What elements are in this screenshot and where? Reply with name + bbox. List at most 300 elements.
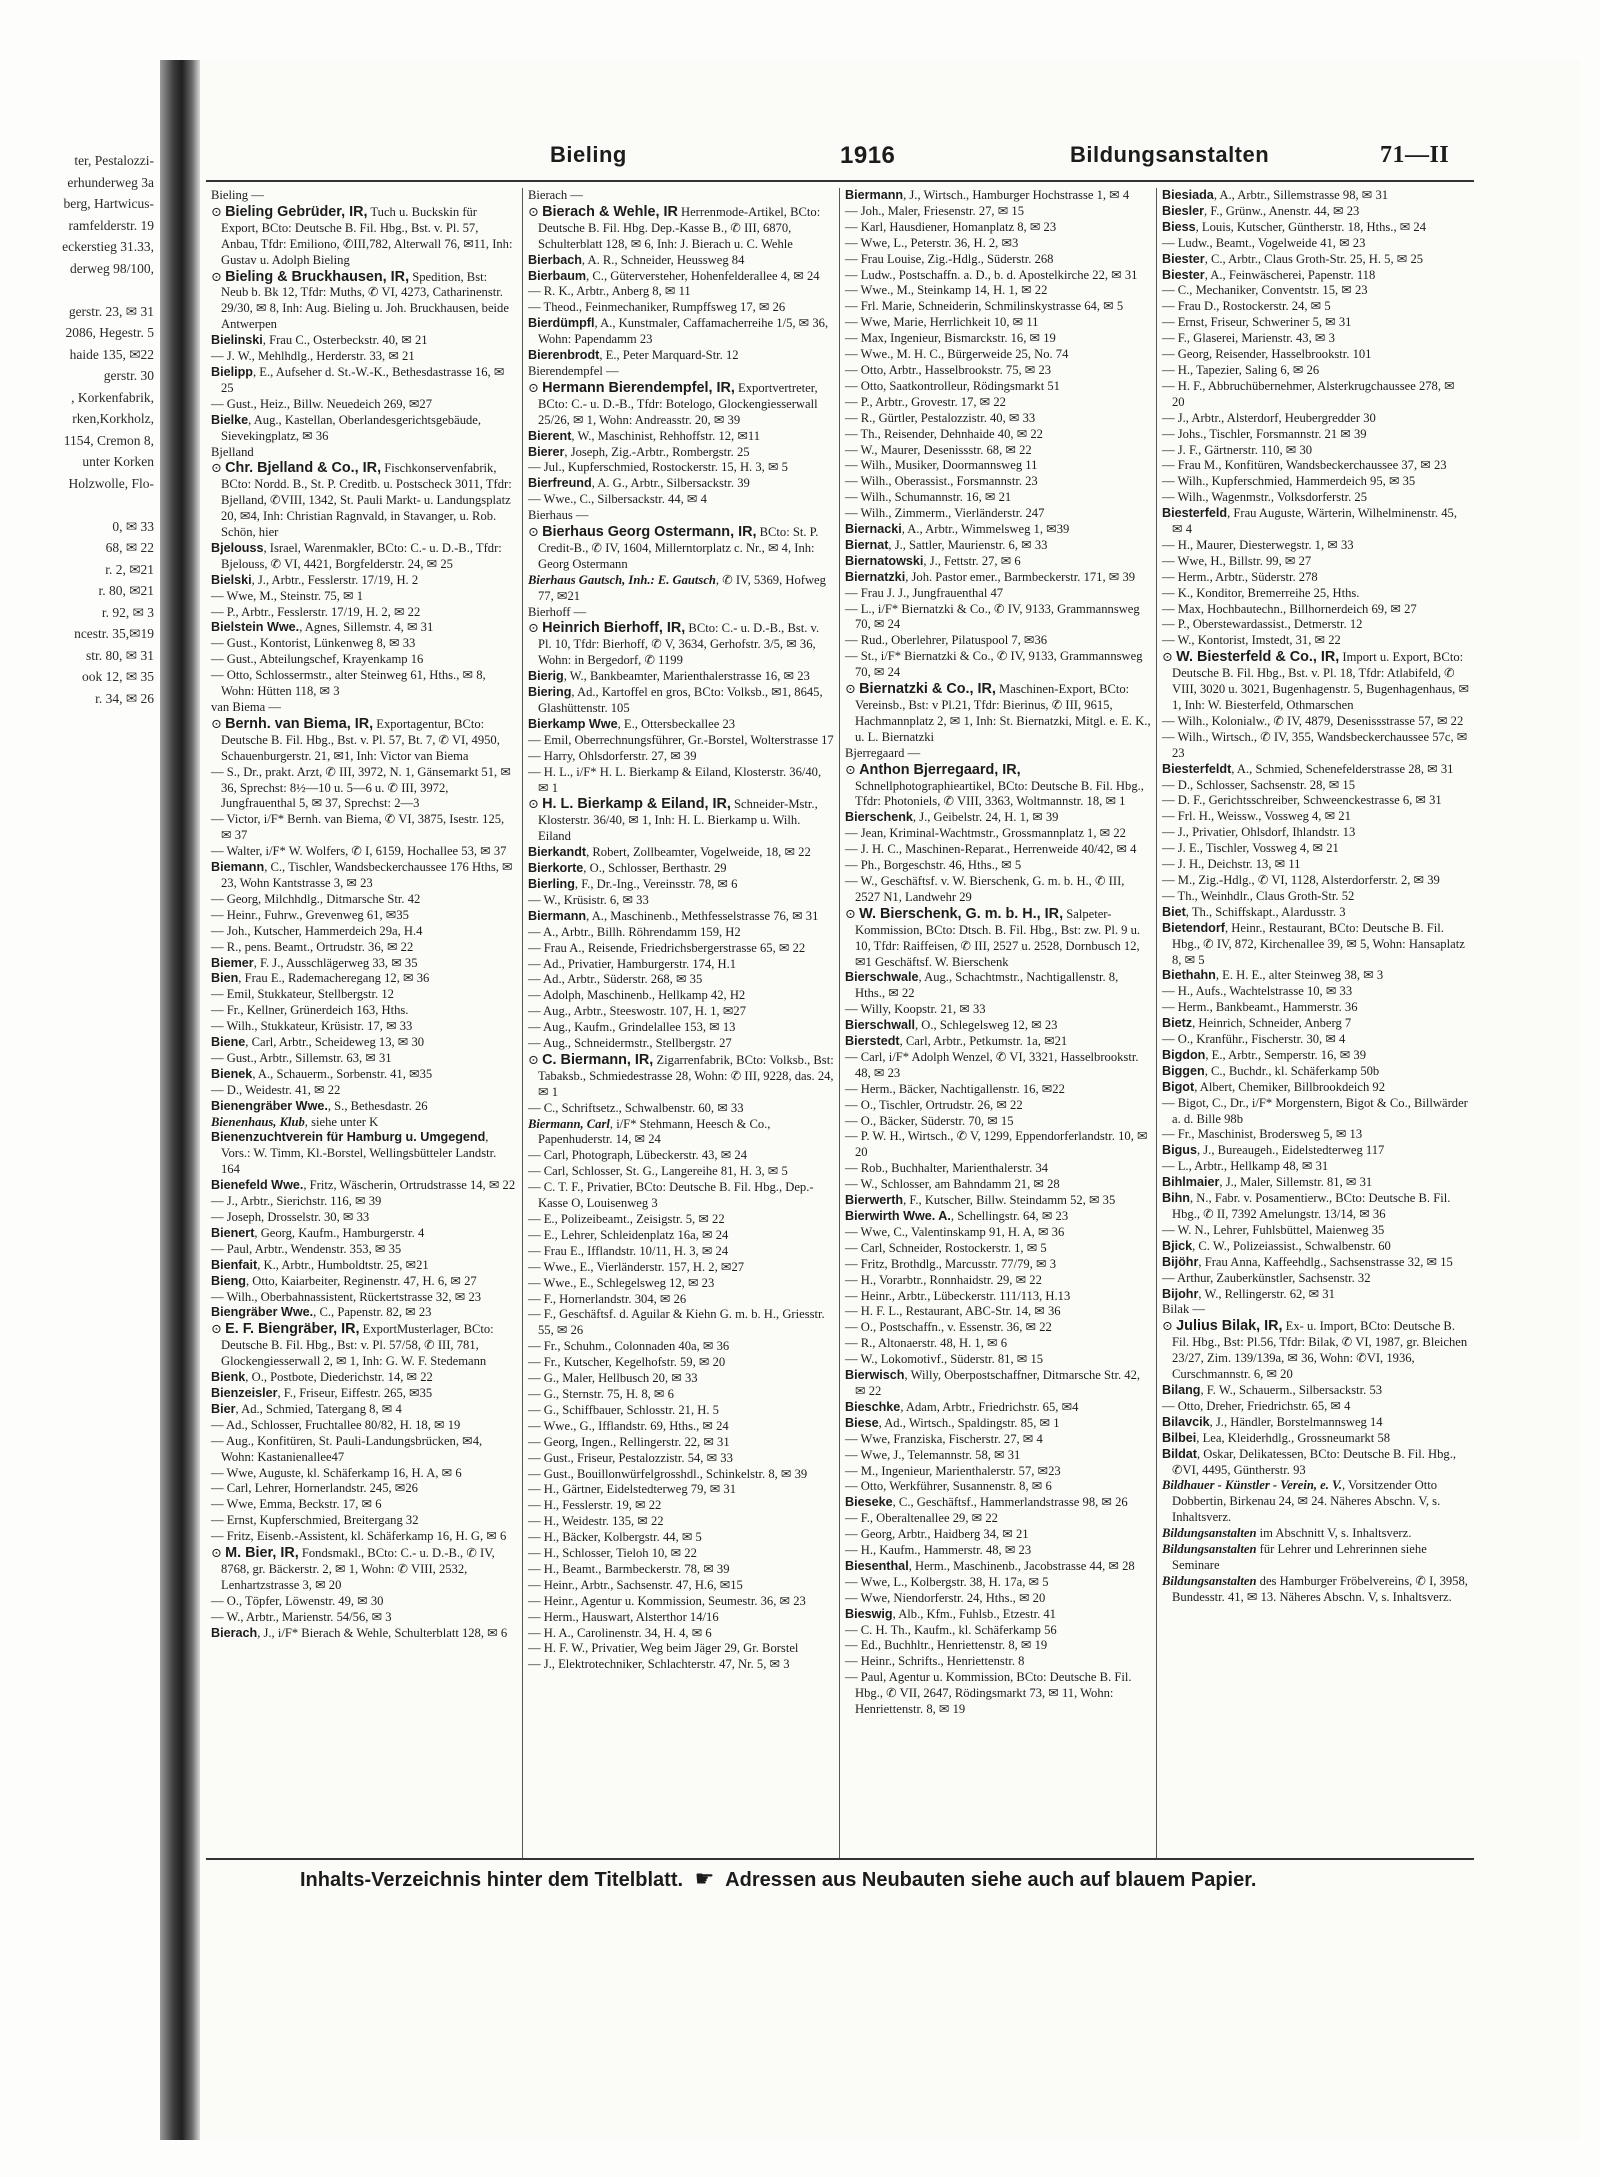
directory-entry: — Wilh., Kupferschmied, Hammerdeich 95, ✉ 35: [1162, 474, 1416, 489]
footer-index-note: Inhalts-Verzeichnis hinter dem Titelblatt.: [300, 1869, 684, 1891]
directory-entry: Bilavcik, J., Händler, Borstelmannsweg 14: [1162, 1414, 1383, 1429]
directory-entry: — W., Krüsistr. 6, ✉ 33: [528, 892, 649, 907]
directory-entry: — H., Fesslerstr. 19, ✉ 22: [528, 1498, 662, 1513]
directory-entry: — C. H. Th., Kaufm., kl. Schäferkamp 56: [845, 1622, 1057, 1637]
directory-entry: Bierhaus Gautsch, Inh.: E. Gautsch, ✆ IV, 5369, Hofweg 77, ✉21: [528, 572, 826, 603]
directory-entry: Bjelland: [211, 444, 254, 459]
directory-entry: Biernacki, A., Arbtr., Wimmelsweg 1, ✉39: [845, 522, 1070, 537]
directory-entry: — J., Arbtr., Alsterdorf, Heubergredder 30: [1162, 410, 1376, 425]
directory-entry: Biengräber Wwe., C., Papenstr. 82, ✉ 23: [211, 1305, 432, 1320]
directory-entry: Bierig, W., Bankbeamter, Marienthalerstrasse 16, ✉ 23: [528, 669, 810, 684]
directory-entry: Bihn, N., Fabr. v. Posamentierw., BCto: Deutsche B. Fil. Hbg., ✆ II, 7392 Amelungstr. 13/14, ✉ 36: [1162, 1191, 1451, 1221]
directory-entry: — Wwe, Franziska, Fischerstr. 27, ✉ 4: [845, 1431, 1043, 1446]
directory-entry: Bieschke, Adam, Arbtr., Friedrichstr. 65, ✉4: [845, 1399, 1079, 1414]
directory-entry: Biemer, F. J., Ausschlägerweg 33, ✉ 35: [211, 955, 418, 970]
directory-entry: — J. W., Mehlhdlg., Herderstr. 33, ✉ 21: [211, 349, 415, 364]
directory-entry: Biermann, J., Wirtsch., Hamburger Hochstrasse 1, ✉ 4: [845, 188, 1130, 202]
left-page-line: [0, 279, 154, 301]
directory-entry: — Wilh., Wagenmstr., Volksdorferstr. 25: [1162, 490, 1367, 505]
directory-entry: — P., Arbtr., Grovestr. 17, ✉ 22: [845, 394, 1006, 409]
directory-entry: Bierkamp Wwe, E., Ottersbeckallee 23: [528, 716, 736, 731]
left-page-line: haide 135, ✉22: [69, 346, 154, 362]
directory-entry: — Wilh., Wirtsch., ✆ IV, 355, Wandsbeckerchaussee 57c, ✉ 23: [1162, 729, 1468, 760]
directory-entry: Bierschwale, Aug., Schachtmstr., Nachtigallenstr. 8, Hths., ✉ 22: [845, 970, 1119, 1001]
directory-entry: — Johs., Tischler, Forsmannstr. 21 ✉ 39: [1162, 426, 1367, 441]
directory-entry: — H., Kaufm., Hammerstr. 48, ✉ 23: [845, 1543, 1032, 1558]
directory-entry: — R. K., Arbtr., Anberg 8, ✉ 11: [528, 284, 691, 299]
directory-entry: — H. A., Carolinenstr. 34, H. 4, ✉ 6: [528, 1625, 712, 1640]
directory-entry: Biemann, C., Tischler, Wandsbeckerchaussee 176 Hths, ✉ 23, Wohn Kantstrasse 3, ✉ 23: [211, 860, 513, 890]
directory-entry: — S., Dr., prakt. Arzt, ✆ III, 3972, N. 1, Gänsemarkt 51, ✉ 36, Sprechst: 8½—10 u. 5—6 u. ✆ III, 3972, Jungfrauenthal 5, ✉ 37, Sprechst: 2—3: [211, 764, 511, 811]
directory-entry: — Carl, Schlosser, St. G., Langereihe 81, H. 3, ✉ 5: [528, 1164, 788, 1179]
directory-entry: — Gust., Heiz., Billw. Neuedeich 269, ✉27: [211, 396, 432, 411]
directory-entry: — Jul., Kupferschmied, Rostockerstr. 15, H. 3, ✉ 5: [528, 460, 788, 475]
directory-entry: — Gust., Arbtr., Sillemstr. 63, ✉ 31: [211, 1050, 392, 1065]
directory-entry: — Wwe, J., Telemannstr. 58, ✉ 31: [845, 1447, 1021, 1462]
directory-entry: — Frau M., Konfitüren, Wandsbeckerchaussee 37, ✉ 23: [1162, 458, 1447, 473]
directory-entry: — Wwe., G., Ifflandstr. 69, Hths., ✉ 24: [528, 1418, 729, 1433]
directory-entry: — H. F. W., Privatier, Weg beim Jäger 29, Gr. Borstel: [528, 1641, 799, 1656]
directory-entry: — W., Lokomotivf., Süderstr. 81, ✉ 15: [845, 1352, 1044, 1367]
directory-entry: Biese, Ad., Wirtsch., Spaldingstr. 85, ✉ 1: [845, 1415, 1060, 1430]
directory-entry: — O., Töpfer, Löwenstr. 49, ✉ 30: [211, 1593, 384, 1608]
directory-entry: — H., Aufs., Wachtelstrasse 10, ✉ 33: [1162, 984, 1353, 999]
directory-entry: — Herm., Arbtr., Süderstr. 278: [1162, 569, 1318, 584]
directory-entry: — Carl, i/F* Adolph Wenzel, ✆ VI, 3321, Hasselbrookstr. 48, ✉ 23: [845, 1049, 1139, 1080]
directory-entry: Bietz, Heinrich, Schneider, Anberg 7: [1162, 1016, 1352, 1031]
directory-entry: — D., Schlosser, Sachsenstr. 28, ✉ 15: [1162, 777, 1355, 792]
directory-entry: — Wilh., Oberbahnassistent, Rückertstrasse 32, ✉ 23: [211, 1289, 482, 1304]
directory-entry: — Wwe, H., Billstr. 99, ✉ 27: [1162, 553, 1312, 568]
directory-entry: Bietendorf, Heinr., Restaurant, BCto: Deutsche B. Fil. Hbg., ✆ IV, 872, Kirchenallee 39, ✉ 5, Wohn: Hansaplatz 8, ✉ 5: [1162, 920, 1465, 967]
firm-entry: ⊙ W. Bierschenk, G. m. b. H., IR, Salpeter-Kommission, BCto: Dtsch. B. Fil. Hbg., Bst: zw. Pl. 9 u. 10, Tfdr: Raiffeisen, ✆ III, 2527 u. 2528, Dornbusch 12, ✉1 Geschäftsf. W. Bierschenk: [845, 905, 1141, 969]
directory-entry: Bildat, Oskar, Delikatessen, BCto: Deutsche B. Fil. Hbg., ✆VI, 4495, Güntherstr. 93: [1162, 1446, 1457, 1477]
directory-entry: Bilbei, Lea, Kleiderhdlg., Grossneumarkt 58: [1162, 1430, 1391, 1445]
directory-entry: — Frau A., Reisende, Friedrichsbergerstrasse 65, ✉ 22: [528, 940, 806, 955]
directory-entry: — Wilh., Stukkateur, Krüsistr. 17, ✉ 33: [211, 1019, 413, 1034]
directory-entry: — Carl, Lehrer, Hornerlandstr. 245, ✉26: [211, 1481, 418, 1496]
left-page-line: gerstr. 23, ✉ 31: [68, 303, 154, 319]
directory-entry: — R., Altonaerstr. 48, H. 1, ✉ 6: [845, 1336, 1008, 1351]
firm-entry: ⊙ Bernh. van Biema, IR, Exportagentur, BCto: Deutsche B. Fil. Hbg., Bst. v. Pl. 57, Bt. 7, ✆ VI, 4950, Schauenburgerstr. 21, ✉1, Inh: Victor van Biema: [211, 715, 500, 763]
directory-entry: Biene, Carl, Arbtr., Scheideweg 13, ✉ 30: [211, 1035, 425, 1050]
directory-entry: — W., Kontorist, Imstedt, 31, ✉ 22: [1162, 633, 1341, 648]
directory-entry: Bielinski, Frau C., Osterbeckstr. 40, ✉ 21: [211, 333, 428, 348]
directory-entry: — J., Arbtr., Sierichstr. 116, ✉ 39: [211, 1194, 382, 1209]
directory-entry: Bildungsanstalten für Lehrer und Lehrerinnen siehe Seminare: [1162, 1542, 1427, 1572]
directory-entry: — Theod., Feinmechaniker, Rumpffsweg 17, ✉ 26: [528, 300, 786, 315]
directory-entry: — E., Lehrer, Schleidenplatz 16a, ✉ 24: [528, 1227, 729, 1242]
directory-entry: Bierwisch, Willy, Oberpostschaffner, Ditmarsche Str. 42, ✉ 22: [845, 1368, 1141, 1398]
directory-entry: — Gust., Friseur, Pestalozzistr. 54, ✉ 33: [528, 1450, 733, 1465]
directory-entry: — Arthur, Zauberkünstler, Sachsenstr. 32: [1162, 1270, 1371, 1285]
directory-entry: — W., Maurer, Desenissstr. 68, ✉ 22: [845, 442, 1032, 457]
directory-entry: — Karl, Hausdiener, Homanplatz 8, ✉ 23: [845, 219, 1057, 234]
directory-entry: Bien, Frau E., Rademacheregang 12, ✉ 36: [211, 971, 430, 986]
directory-entry: — Joh., Maler, Friesenstr. 27, ✉ 15: [845, 203, 1024, 218]
directory-entry: Bienert, Georg, Kaufm., Hamburgerstr. 4: [211, 1225, 425, 1240]
directory-entry: — Heinr., Arbtr., Lübeckerstr. 111/113, H.13: [845, 1288, 1071, 1303]
directory-entry: — G., Schiffbauer, Schlosstr. 21, H. 5: [528, 1402, 719, 1417]
directory-entry: — K., Konditor, Bremerreihe 25, Hths.: [1162, 585, 1360, 600]
adjacent-page-fragment: [0, 150, 160, 2050]
directory-entry: — Wwe, Marie, Herrlichkeit 10, ✉ 11: [845, 315, 1039, 330]
directory-entry: Bienk, O., Postbote, Diederichstr. 14, ✉ 22: [211, 1370, 433, 1385]
directory-entry: — J. F., Gärtnerstr. 110, ✉ 30: [1162, 442, 1313, 457]
directory-entry: — Adolph, Maschinenb., Hellkamp 42, H2: [528, 988, 746, 1003]
directory-entry: — R., pens. Beamt., Ortrudstr. 36, ✉ 22: [211, 939, 414, 954]
directory-entry: — Wwe, Niendorferstr. 24, Hths., ✉ 20: [845, 1590, 1046, 1605]
directory-entry: — Georg, Milchhdlg., Ditmarsche Str. 42: [211, 891, 421, 906]
directory-entry: — Herm., Bäcker, Nachtigallenstr. 16, ✉22: [845, 1081, 1065, 1096]
directory-entry: — Aug., Kaufm., Grindelallee 153, ✉ 13: [528, 1020, 736, 1035]
directory-entry: — Fritz, Brothdlg., Marcusstr. 77/79, ✉ 3: [845, 1256, 1056, 1271]
left-page-line: rken,Korkholz,: [72, 411, 154, 426]
directory-entry: Biester, A., Feinwäscherei, Papenstr. 118: [1162, 267, 1376, 282]
directory-entry: Biernatzki, Joh. Pastor emer., Barmbeckerstr. 171, ✉ 39: [845, 569, 1136, 584]
directory-entry: Bijohr, W., Rellingerstr. 62, ✉ 31: [1162, 1286, 1335, 1301]
left-page-line: 1154, Cremon 8,: [63, 432, 154, 448]
directory-entry: — St., i/F* Biernatzki & Co., ✆ IV, 9133, Grammannsweg 70, ✉ 24: [845, 649, 1143, 680]
directory-entry: — H., Gärtner, Eidelstedterweg 79, ✉ 31: [528, 1482, 736, 1497]
directory-entry: — Frl. H., Weissw., Vossweg 4, ✉ 21: [1162, 809, 1351, 824]
directory-entry: — Wwe., E., Vierländerstr. 157, H. 2, ✉27: [528, 1259, 745, 1274]
directory-entry: — J. E., Tischler, Vossweg 4, ✉ 21: [1162, 841, 1339, 856]
directory-entry: van Biema —: [211, 700, 281, 714]
directory-entry: — Georg, Ingen., Rellingerstr. 22, ✉ 31: [528, 1434, 730, 1449]
directory-entry: — Wwe., E., Schlegelsweg 12, ✉ 23: [528, 1275, 715, 1290]
directory-entry: — Heinr., Agentur u. Kommission, Seumestr. 36, ✉ 23: [528, 1593, 806, 1608]
left-page-line: ter, Pestalozzi-: [74, 153, 154, 168]
directory-entry: Bijöhr, Frau Anna, Kaffeehdlg., Sachsenstrasse 32, ✉ 15: [1162, 1254, 1453, 1269]
directory-entry: — Victor, i/F* Bernh. van Biema, ✆ VI, 3875, Isestr. 125, ✉ 37: [211, 812, 505, 843]
directory-entry: — P., Oberstewardassist., Detmerstr. 12: [1162, 617, 1363, 632]
directory-entry: — Heinr., Schrifts., Henriettenstr. 8: [845, 1654, 1025, 1669]
directory-entry: — J. H., Deichstr. 13, ✉ 11: [1162, 857, 1301, 872]
directory-columns: [206, 188, 1474, 1858]
left-page-line: 0, ✉ 33: [112, 518, 154, 534]
left-page-line: str. 80, ✉ 31: [86, 647, 154, 663]
firm-entry: ⊙ M. Bier, IR, Fondsmakl., BCto: C.- u. D.-B., ✆ IV, 8768, gr. Bäckerstr. 2, ✉ 1, Wohn: ✆ VIII, 2532, Lenhartzstrasse 3, ✉ 20: [211, 1545, 495, 1592]
directory-entry: — Wwe, Auguste, kl. Schäferkamp 16, H. A, ✉ 6: [211, 1465, 462, 1480]
directory-entry: — Ed., Buchhltr., Henriettenstr. 8, ✉ 19: [845, 1638, 1048, 1653]
directory-entry: — Georg, Arbtr., Haidberg 34, ✉ 21: [845, 1527, 1029, 1542]
directory-entry: — Wwe., M., Steinkamp 14, H. 1, ✉ 22: [845, 283, 1048, 298]
directory-entry: — Ludw., Beamt., Vogelweide 41, ✉ 23: [1162, 235, 1366, 250]
directory-entry: — J., Elektrotechniker, Schlachterstr. 47, Nr. 5, ✉ 3: [528, 1657, 790, 1672]
left-page-line: erhunderweg 3a: [67, 174, 154, 190]
directory-entry: — Herm., Hauswart, Alsterthor 14/16: [528, 1609, 719, 1624]
directory-entry: Bierwerth, F., Kutscher, Billw. Steindamm 52, ✉ 35: [845, 1193, 1116, 1208]
directory-entry: — Emil, Oberrechnungsführer, Gr.-Borstel, Wolterstrasse 17: [528, 732, 834, 747]
directory-entry: Biesenthal, Herm., Maschinenb., Jacobstrasse 44, ✉ 28: [845, 1558, 1135, 1573]
directory-entry: — Wwe., C., Silbersackstr. 44, ✉ 4: [528, 492, 707, 507]
directory-entry: — Fr., Schuhm., Colonnaden 40a, ✉ 36: [528, 1339, 730, 1354]
directory-entry: Bierach —: [528, 188, 583, 202]
directory-entry: — L., Arbtr., Hellkamp 48, ✉ 31: [1162, 1159, 1329, 1174]
directory-entry: Bierschwall, O., Schlegelsweg 12, ✉ 23: [845, 1018, 1058, 1033]
directory-entry: Biester, C., Arbtr., Claus Groth-Str. 25, H. 5, ✉ 25: [1162, 251, 1424, 266]
firm-entry: ⊙ Julius Bilak, IR, Ex- u. Import, BCto: Deutsche B. Fil. Hbg., Bst: Pl.56, Tfdr: Bilak, ✆ VI, 1987, gr. Bleichen 23/27, Zim. 139/139a, ✉ 36, Wohn: ✆VI, 1936, Curschmannstr. 6, ✉ 20: [1162, 1318, 1468, 1382]
directory-entry: — Gust., Abteilungschef, Krayenkamp 16: [211, 652, 424, 667]
pointing-hand-icon: ☛: [694, 1866, 715, 1891]
directory-entry: Biess, Louis, Kutscher, Güntherstr. 18, Hths., ✉ 24: [1162, 219, 1427, 234]
directory-entry: — Ad., Privatier, Hamburgerstr. 174, H.1: [528, 956, 737, 971]
directory-entry: — H. F., Abbruchübernehmer, Alsterkrugchaussee 278, ✉ 20: [1162, 378, 1455, 409]
directory-entry: — Ernst, Kupferschmied, Breitergang 32: [211, 1513, 419, 1528]
directory-entry: — H. L., i/F* H. L. Bierkamp & Eiland, Klosterstr. 36/40, ✉ 1: [528, 764, 822, 795]
directory-entry: — Heinr., Arbtr., Sachsenstr. 47, H.6, ✉15: [528, 1577, 743, 1592]
directory-entry: Bieng, Otto, Kaiarbeiter, Reginenstr. 47, H. 6, ✉ 27: [211, 1273, 477, 1288]
page-number: 71—II: [1380, 142, 1450, 168]
directory-entry: — Heinr., Fuhrw., Grevenweg 61, ✉35: [211, 907, 409, 922]
directory-entry: Bilang, F. W., Schauerm., Silbersackstr. 53: [1162, 1382, 1383, 1397]
directory-entry: — Ernst, Friseur, Schweriner 5, ✉ 31: [1162, 315, 1352, 330]
directory-entry: Bienengräber Wwe., S., Bethesdastr. 26: [211, 1098, 428, 1113]
directory-entry: Bildungsanstalten des Hamburger Fröbelvereins, ✆ I, 3958, Bundesstr. 41, ✉ 13. Näheres Abschn. V, s. Inhaltsverz.: [1162, 1573, 1468, 1604]
directory-entry: Bienefeld Wwe., Fritz, Wäscherin, Ortrudstrasse 14, ✉ 22: [211, 1178, 516, 1193]
directory-entry: Bierkorte, O., Schlosser, Berthastr. 29: [528, 861, 727, 876]
directory-entry: Bjick, C. W., Polizeiassist., Schwalbenstr. 60: [1162, 1238, 1391, 1253]
directory-entry: — Gust., Bouillonwürfelgrosshdl., Schinkelstr. 8, ✉ 39: [528, 1466, 808, 1481]
directory-entry: Bierhaus —: [528, 508, 589, 523]
left-page-line: , Korkenfabrik,: [71, 389, 154, 405]
firm-entry: ⊙ H. L. Bierkamp & Eiland, IR, Schneider-Mstr., Klosterstr. 36/40, ✉ 1, Inh: H. L. Bierkamp u. Wilh. Eiland: [528, 796, 818, 844]
firm-entry: ⊙ Biernatzki & Co., IR, Maschinen-Export, BCto: Vereinsb., Bst: v Pl.21, Tfdr: Bierinus, ✆ III, 9615, Hachmannplatz 2, ✉ 1, Inh: St. Biernatzki, Mitgl. e. E. K., u. L. Biernatzki: [845, 681, 1151, 744]
left-page-line: [0, 494, 154, 516]
directory-entry: Bierbach, A. R., Schneider, Heussweg 84: [528, 252, 745, 267]
column-4: [1157, 188, 1474, 1858]
directory-entry: — Wwe, Emma, Beckstr. 17, ✉ 6: [211, 1497, 382, 1512]
directory-entry: Biesiada, A., Arbtr., Sillemstrasse 98, ✉ 31: [1162, 188, 1389, 202]
directory-entry: — R., Gürtler, Pestalozzistr. 40, ✉ 33: [845, 410, 1036, 425]
directory-entry: — Otto, Arbtr., Hasselbrookstr. 75, ✉ 23: [845, 362, 1052, 377]
directory-entry: Bigdon, E., Arbtr., Semperstr. 16, ✉ 39: [1162, 1047, 1366, 1062]
directory-entry: Bielipp, E., Aufseher d. St.-W.-K., Bethesdastrasse 16, ✉ 25: [211, 364, 505, 395]
directory-entry: Bigus, J., Bureaugeh., Eidelstedterweg 117: [1162, 1143, 1385, 1158]
book-gutter: [160, 60, 200, 2140]
directory-entry: Bienzeisler, F., Friseur, Eiffestr. 265, ✉35: [211, 1385, 433, 1400]
directory-entry: Bierent, W., Maschinist, Rehhoffstr. 12, ✉11: [528, 428, 761, 443]
directory-entry: — C., Mechaniker, Conventstr. 15, ✉ 23: [1162, 283, 1368, 298]
directory-entry: — W., Geschäftsf. v. W. Bierschenk, G. m. b. H., ✆ III, 2527 N1, Landwehr 29: [845, 873, 1125, 904]
header-rule: [206, 180, 1474, 182]
directory-entry: — Carl, Photograph, Lübeckerstr. 43, ✉ 24: [528, 1148, 748, 1163]
directory-entry: Bieswig, Alb., Kfm., Fuhlsb., Etzestr. 41: [845, 1606, 1056, 1621]
page-footer: [300, 1866, 1480, 1896]
firm-entry: ⊙ Anthon Bjerregaard, IR, Schnellphotographieartikel, BCto: Deutsche B. Fil. Hbg., Tfdr: Photoniels, ✆ VIII, 3363, Woltmannstr. 18, ✉ 1: [845, 761, 1144, 809]
directory-entry: — Ludw., Postschaffn. a. D., b. d. Apostelkirche 22, ✉ 31: [845, 267, 1138, 282]
directory-entry: — Joseph, Drosselstr. 30, ✉ 33: [211, 1210, 370, 1224]
directory-entry: — H., Weidestr. 135, ✉ 22: [528, 1514, 664, 1529]
directory-entry: — W., Arbtr., Marienstr. 54/56, ✉ 3: [211, 1609, 392, 1624]
directory-entry: — Ph., Borgeschstr. 46, Hths., ✉ 5: [845, 858, 1022, 873]
directory-entry: — Frau J. J., Jungfrauenthal 47: [845, 585, 1004, 600]
left-page-line: r. 80, ✉21: [98, 583, 154, 598]
directory-entry: — Paul, Agentur u. Kommission, BCto: Deutsche B. Fil. Hbg., ✆ VII, 2647, Rödingsmarkt 73, ✉ 11, Wohn: Henriettenstr. 8, ✉ 19: [845, 1670, 1132, 1717]
directory-entry: Bienenhaus, Klub, siehe unter K: [211, 1114, 379, 1129]
directory-entry: — D. F., Gerichtsschreiber, Schweenckestrasse 6, ✉ 31: [1162, 793, 1442, 808]
directory-entry: Bierhoff —: [528, 604, 587, 619]
directory-entry: — J. H. C., Maschinen-Reparat., Herrenweide 40/42, ✉ 4: [845, 842, 1137, 857]
directory-entry: — Otto, Werkführer, Susannenstr. 8, ✉ 6: [845, 1479, 1052, 1494]
directory-entry: Bienfait, K., Arbtr., Humboldtstr. 25, ✉21: [211, 1257, 429, 1272]
directory-entry: Bildhauer - Künstler - Verein, e. V., Vorsitzender Otto Dobbertin, Birkenau 24, ✉ 24. Näheres Abschn. V, s. Inhaltsverz.: [1162, 1478, 1441, 1525]
directory-entry: — Wilh., Musiker, Doormannsweg 11: [845, 458, 1038, 473]
directory-entry: — Frau Louise, Zig.-Hdlg., Süderstr. 268: [845, 251, 1054, 266]
directory-entry: Bildungsanstalten im Abschnitt V, s. Inhaltsverz.: [1162, 1526, 1412, 1541]
directory-entry: — H., Tapezier, Saling 6, ✉ 26: [1162, 362, 1320, 377]
left-page-line: ramfelderstr. 19: [68, 217, 154, 233]
directory-entry: Biggen, C., Buchdr., kl. Schäferkamp 50b: [1162, 1063, 1380, 1078]
directory-entry: — Emil, Stukkateur, Stellbergstr. 12: [211, 987, 394, 1002]
directory-entry: — Harry, Ohlsdorferstr. 27, ✉ 39: [528, 748, 697, 763]
directory-entry: Bjelouss, Israel, Warenmakler, BCto: C.- u. D.-B., Tfdr: Bjelouss, ✆ VI, 4421, Borgfelderstr. 24, ✉ 25: [211, 540, 502, 571]
directory-entry: — O., Bäcker, Süderstr. 70, ✉ 15: [845, 1113, 1014, 1128]
directory-entry: — Rud., Oberlehrer, Pilatuspool 7, ✉36: [845, 633, 1048, 648]
directory-entry: — Fr., Kutscher, Kegelhofstr. 59, ✉ 20: [528, 1355, 726, 1370]
directory-entry: — Wilh., Oberassist., Forsmannstr. 23: [845, 474, 1038, 489]
directory-entry: — Frl. Marie, Schneiderin, Schmilinskystrasse 64, ✉ 5: [845, 299, 1124, 314]
directory-entry: — G., Maler, Hellbusch 20, ✉ 33: [528, 1371, 698, 1386]
left-page-line: 68, ✉ 22: [105, 540, 154, 555]
directory-entry: — A., Arbtr., Billh. Röhrendamm 159, H2: [528, 924, 741, 939]
directory-entry: — Otto, Saatkontrolleur, Rödingsmarkt 51: [845, 378, 1060, 393]
directory-entry: — J., Privatier, Ohlsdorf, Ihlandstr. 13: [1162, 825, 1356, 840]
directory-entry: — Wwe, C., Valentinskamp 91, H. A, ✉ 36: [845, 1224, 1065, 1239]
directory-entry: — Wwe., M. H. C., Bürgerweide 25, No. 74: [845, 347, 1069, 362]
directory-entry: — Paul, Arbtr., Wendenstr. 353, ✉ 35: [211, 1241, 402, 1256]
firm-entry: ⊙ Bierhaus Georg Ostermann, IR, BCto: St. P. Credit-B., ✆ IV, 1604, Millerntorplatz c. Nr., ✉ 4, Inh: Georg Ostermann: [528, 524, 819, 571]
firm-entry: ⊙ Bieling Gebrüder, IR, Tuch u. Buckskin für Export, BCto: Deutsche B. Fil. Hbg., Bst. v. Pl. 57, Anbau, Tfdr: Emiliono, ✆III,782, Alterwall 76, ✉11, Inh: Gustav u. Adolph Bieling: [211, 203, 513, 267]
directory-entry: Bierendempfel —: [528, 363, 619, 378]
directory-entry: — M., Zig.-Hdlg., ✆ VI, 1128, Alsterdorferstr. 2, ✉ 39: [1162, 872, 1440, 887]
directory-entry: — Fr., Kellner, Grünerdeich 163, Hths.: [211, 1003, 409, 1018]
directory-entry: — W. N., Lehrer, Fuhlsbüttel, Maienweg 35: [1162, 1222, 1385, 1237]
left-page-line: ook 12, ✉ 35: [81, 669, 154, 684]
directory-entry: — H., Bäcker, Kolbergstr. 44, ✉ 5: [528, 1530, 702, 1545]
left-page-line: ncestr. 35,✉19: [74, 626, 154, 641]
directory-entry: — P. W. H., Wirtsch., ✆ V, 1299, Eppendorferlandstr. 10, ✉ 20: [845, 1129, 1148, 1160]
directory-entry: Biethahn, E. H. E., alter Steinweg 38, ✉ 3: [1162, 968, 1384, 983]
directory-entry: Bielstein Wwe., Agnes, Sillemstr. 4, ✉ 31: [211, 620, 434, 635]
directory-entry: Biermann, A., Maschinenb., Methfesselstrasse 76, ✉ 31: [528, 908, 819, 923]
header-first-entry: Bieling: [550, 142, 627, 167]
directory-entry: — O., Postschaffn., v. Essenstr. 36, ✉ 22: [845, 1320, 1052, 1335]
directory-entry: — Otto, Dreher, Friedrichstr. 65, ✉ 4: [1162, 1398, 1351, 1413]
directory-entry: — G., Sternstr. 75, H. 8, ✉ 6: [528, 1386, 674, 1401]
directory-entry: — Wwe, L., Kolbergstr. 38, H. 17a, ✉ 5: [845, 1574, 1049, 1589]
directory-entry: — O., Tischler, Ortrudstr. 26, ✉ 22: [845, 1097, 1023, 1112]
directory-entry: Bieling —: [211, 188, 264, 202]
firm-entry: ⊙ Bieling & Bruckhausen, IR, Spedition, Bst: Neub b. Bk 12, Tfdr: Muths, ✆ VI, 4273, Catharinenstr. 29/30, ✉ 8, Inh: Aug. Bieling u. Joh. Bruckhausen, beide Antwerpen: [211, 268, 509, 332]
directory-entry: Bielski, J., Arbtr., Fesslerstr. 17/19, H. 2: [211, 572, 419, 587]
directory-entry: — H., Maurer, Diesterwegstr. 1, ✉ 33: [1162, 537, 1354, 552]
column-3: [840, 188, 1157, 1858]
directory-entry: Bilak —: [1162, 1302, 1206, 1317]
directory-entry: — Max, Hochbautechn., Billhornerdeich 69, ✉ 27: [1162, 601, 1417, 616]
directory-entry: Biernat, J., Sattler, Maurienstr. 6, ✉ 33: [845, 537, 1048, 552]
directory-entry: — Georg, Reisender, Hasselbrookstr. 101: [1162, 347, 1372, 362]
firm-entry: ⊙ C. Biermann, IR, Zigarrenfabrik, BCto: Volksb., Bst: Tabaksb., Schmiedestrasse 28, Wohn: ✆ III, 9228, das. 24, ✉ 1: [528, 1051, 834, 1099]
directory-entry: — Fritz, Eisenb.-Assistent, kl. Schäferkamp 16, H. G, ✉ 6: [211, 1529, 507, 1544]
directory-entry: Bierling, F., Dr.-Ing., Vereinsstr. 78, ✉ 6: [528, 876, 738, 891]
directory-entry: — Max, Ingenieur, Bismarckstr. 16, ✉ 19: [845, 331, 1056, 346]
directory-entry: Bihlmaier, J., Maler, Sillemstr. 81, ✉ 31: [1162, 1175, 1373, 1190]
directory-entry: Bjerregaard —: [845, 745, 921, 760]
directory-entry: — F., Glaserei, Marienstr. 43, ✉ 3: [1162, 331, 1335, 346]
page-header: [550, 142, 1470, 178]
directory-entry: — Wilh., Schumannstr. 16, ✉ 21: [845, 490, 1012, 505]
directory-entry: Bierenbrodt, E., Peter Marquard-Str. 12: [528, 348, 739, 363]
directory-entry: — Bigot, C., Dr., i/F* Morgenstern, Bigot & Co., Billwärder a. d. Bille 98b: [1162, 1095, 1468, 1126]
directory-entry: Biermann, Carl, i/F* Stehmann, Heesch & Co., Papenhuderstr. 14, ✉ 24: [528, 1116, 771, 1147]
directory-entry: Biernatowski, J., Fettstr. 27, ✉ 6: [845, 553, 1021, 568]
directory-entry: — E., Polizeibeamt., Zeisigstr. 5, ✉ 22: [528, 1212, 725, 1226]
directory-entry: Bierfreund, A. G., Arbtr., Silbersackstr. 39: [528, 476, 750, 491]
firm-entry: ⊙ W. Biesterfeld & Co., IR, Import u. Export, BCto: Deutsche B. Fil. Hbg., Bst. v. Pl. 18, Tfdr: Atlabifeld, ✆ VIII, 3020 u. 3021, Bugenhagenstr. 5, Bugenhagenhaus, ✉1, Inh: W. Biesterfeld, Othmarschen: [1162, 649, 1470, 712]
footer-rule: [206, 1858, 1474, 1860]
directory-entry: — H., Schlosser, Tieloh 10, ✉ 22: [528, 1546, 697, 1561]
directory-entry: Bierschenk, J., Geibelstr. 24, H. 1, ✉ 39: [845, 810, 1059, 825]
directory-entry: — Walter, i/F* W. Wolfers, ✆ I, 6159, Hochallee 53, ✉ 37: [211, 844, 507, 859]
directory-entry: Bierach, J., i/F* Bierach & Wehle, Schulterblatt 128, ✉ 6: [211, 1625, 508, 1640]
directory-entry: Bierkandt, Robert, Zollbeamter, Vogelweide, 18, ✉ 22: [528, 845, 811, 860]
left-page-line: eckerstieg 31.33,: [62, 239, 154, 254]
directory-entry: — Carl, Schneider, Rostockerstr. 1, ✉ 5: [845, 1240, 1047, 1255]
directory-entry: — Frau D., Rostockerstr. 24, ✉ 5: [1162, 299, 1331, 314]
directory-entry: — Otto, Schlossermstr., alter Steinweg 61, Hths., ✉ 8, Wohn: Hütten 118, ✉ 3: [211, 668, 486, 699]
directory-entry: — H. F. L., Restaurant, ABC-Str. 14, ✉ 36: [845, 1304, 1061, 1319]
left-page-line: gerstr. 30: [103, 368, 154, 383]
directory-entry: Bienek, A., Schauerm., Sorbenstr. 41, ✉35: [211, 1066, 433, 1081]
header-year: 1916: [840, 142, 896, 169]
directory-entry: Bierdümpfl, A., Kunstmaler, Caffamacherreihe 1/5, ✉ 36, Wohn: Papendamm 23: [528, 316, 829, 347]
firm-entry: ⊙ Bierach & Wehle, IR Herrenmode-Artikel, BCto: Deutsche B. Fil. Hbg. Dep.-Kasse B., ✆ III, 6870, Schulterblatt 128, ✉ 6, Inh: J. Bierach u. C. Wehle: [528, 203, 821, 251]
directory-entry: Bieseke, C., Geschäftsf., Hammerlandstrasse 98, ✉ 26: [845, 1495, 1128, 1510]
directory-entry: — Gust., Kontorist, Lünkenweg 8, ✉ 33: [211, 636, 416, 651]
directory-entry: — Frau E., Ifflandstr. 10/11, H. 3, ✉ 24: [528, 1243, 729, 1258]
left-page-line: 2086, Hegestr. 5: [65, 325, 154, 340]
firm-entry: ⊙ E. F. Biengräber, IR, ExportMusterlager, BCto: Deutsche B. Fil. Hbg., Bst: v. Pl. 57/58, ✆ III, 781, Glockengiesserwall 2, ✉ 1, Inh: G. W. F. Stedemann: [211, 1321, 494, 1369]
left-page-line: r. 92, ✉ 3: [101, 604, 154, 620]
left-page-line: r. 34, ✉ 26: [95, 690, 154, 706]
directory-entry: Biesler, F., Grünw., Anenstr. 44, ✉ 23: [1162, 203, 1360, 218]
directory-entry: — O., Kranführ., Fischerstr. 30, ✉ 4: [1162, 1032, 1346, 1047]
directory-entry: — Jean, Kriminal-Wachtmstr., Grossmannplatz 1, ✉ 22: [845, 826, 1126, 841]
directory-entry: Biesterfeldt, A., Schmied, Schenefelderstrasse 28, ✉ 31: [1162, 761, 1454, 776]
directory-entry: — Aug., Schneidermstr., Stellbergstr. 27: [528, 1036, 732, 1051]
column-2: [523, 188, 840, 1858]
directory-entry: Bierer, Joseph, Zig.-Arbtr., Rombergstr. 25: [528, 444, 750, 459]
directory-entry: — Fr., Maschinist, Brodersweg 5, ✉ 13: [1162, 1127, 1363, 1142]
firm-entry: ⊙ Hermann Bierendempfel, IR, Exportvertreter, BCto: C.- u. D.-B., Tfdr: Botelogo, Glockengiesserwall 25/26, ✉ 1, Wohn: Andreasstr. 20, ✉ 39: [528, 379, 818, 427]
directory-entry: Bierbaum, C., Güterversteher, Hohenfelderallee 4, ✉ 24: [528, 268, 820, 283]
directory-entry: — C. T. F., Privatier, BCto: Deutsche B. Fil. Hbg., Dep.-Kasse O, Louisenweg 3: [528, 1180, 814, 1211]
directory-entry: — L., i/F* Biernatzki & Co., ✆ IV, 9133, Grammannsweg 70, ✉ 24: [845, 601, 1140, 632]
directory-entry: Bigot, Albert, Chemiker, Billbrookdeich 92: [1162, 1079, 1386, 1094]
directory-entry: Bienenzuchtverein für Hamburg u. Umgegend, Vors.: W. Timm, Kl.-Borstel, Wellingsbütteler Landstr. 164: [211, 1130, 497, 1177]
header-last-entry: Bildungsanstalten: [1070, 142, 1270, 167]
firm-entry: ⊙ Heinrich Bierhoff, IR, BCto: C.- u. D.-B., Bst. v. Pl. 10, Tfdr: Bierhoff, ✆ V, 3634, Gerhofstr. 3/5, ✉ 36, Wohn: in Bergedorf, ✆ 1199: [528, 620, 820, 668]
directory-entry: Biet, Th., Schiffskapt., Alardusstr. 3: [1162, 904, 1346, 919]
directory-entry: — Th., Weinhdlr., Claus Groth-Str. 52: [1162, 888, 1355, 903]
directory-entry: — Wilh., Kolonialw., ✆ IV, 4879, Desenissstrasse 57, ✉ 22: [1162, 713, 1464, 728]
directory-entry: Bier, Ad., Schmied, Tatergang 8, ✉ 4: [211, 1401, 402, 1416]
directory-entry: — Wwe, L., Peterstr. 36, H. 2, ✉3: [845, 235, 1019, 250]
directory-entry: — H., Vorarbtr., Ronnhaidstr. 29, ✉ 22: [845, 1272, 1042, 1287]
directory-entry: — Wwe, M., Steinstr. 75, ✉ 1: [211, 588, 363, 603]
